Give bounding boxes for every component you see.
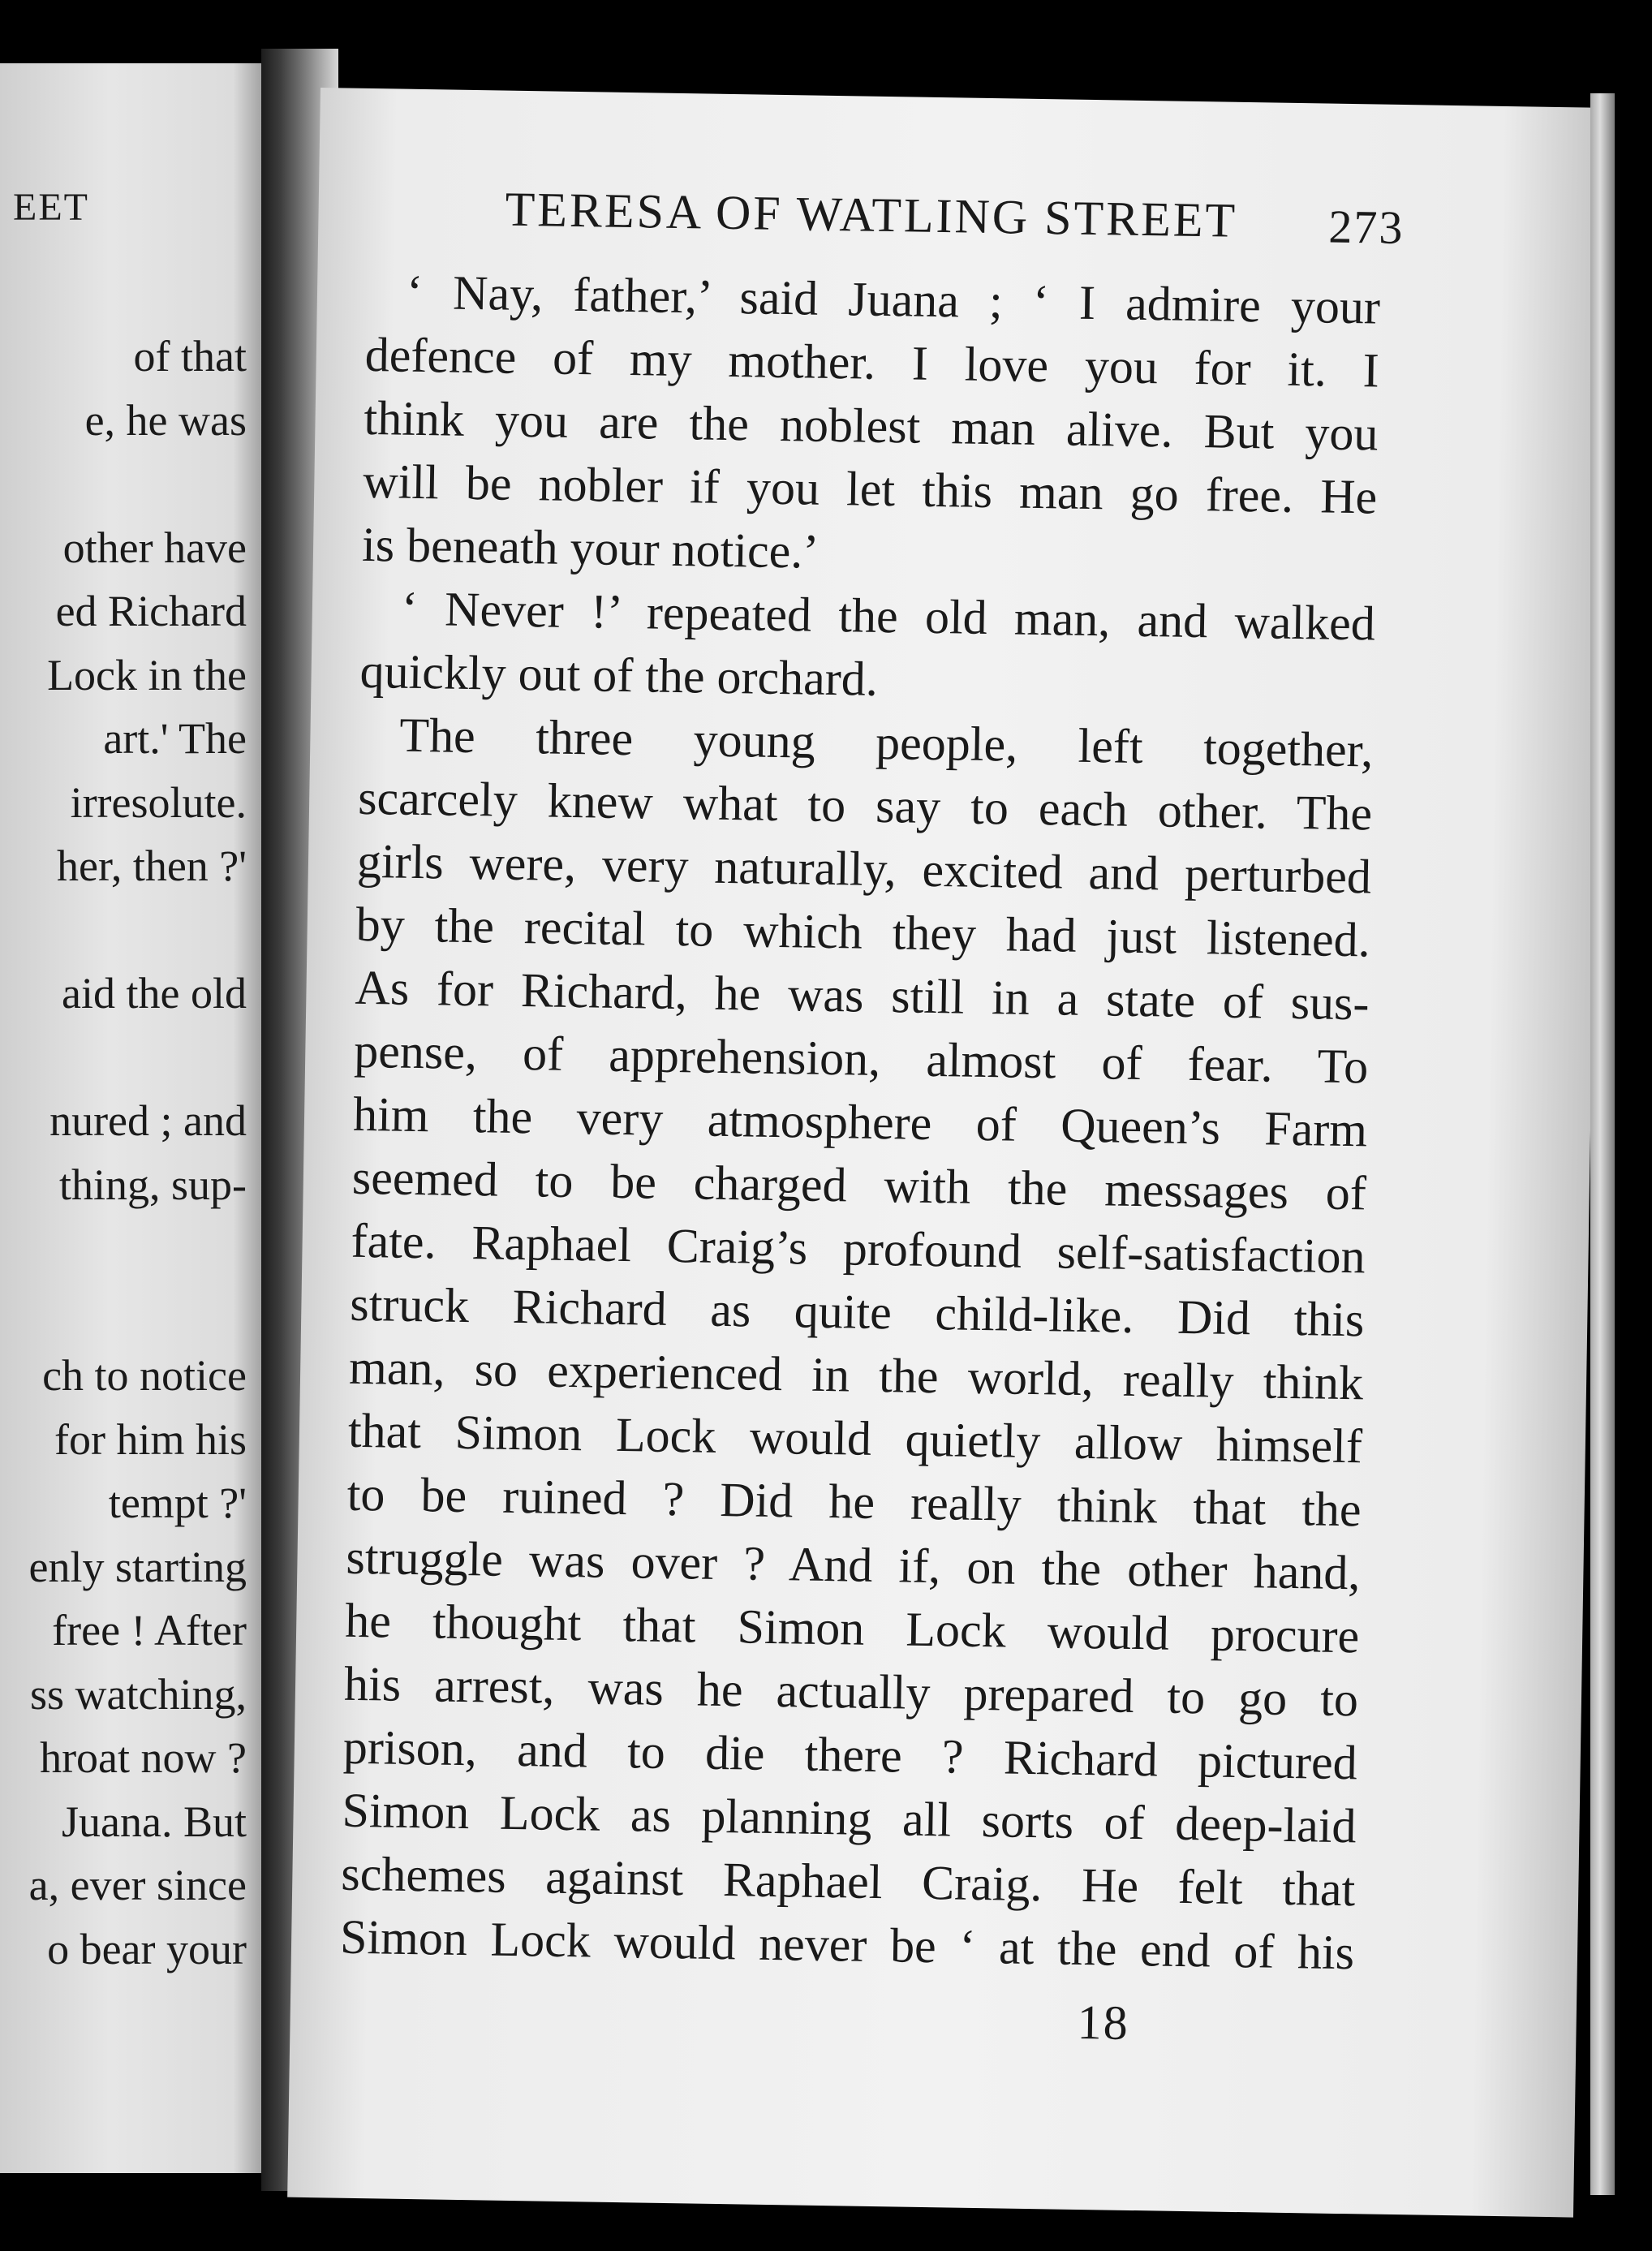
left-text-line: tempt ?' — [108, 1478, 247, 1527]
text-line: think you are the noblest man alive. But you — [364, 390, 1379, 461]
text-line: by the recital to which they had just listened. — [355, 897, 1371, 967]
text-line: schemes against Raphael Craig. He felt that — [340, 1846, 1356, 1917]
text-line: scarcely knew what to say to each other. The — [357, 770, 1373, 841]
left-text-line: ch to notice — [42, 1351, 247, 1400]
text-line: will be nobler if you let this man go free. He — [362, 454, 1378, 524]
left-text-line: ss watching, — [30, 1669, 247, 1719]
left-text-line: her, then ?' — [57, 841, 247, 890]
text-line: Simon Lock as planning all sorts of deep-laid — [342, 1783, 1357, 1853]
text-line: to be ruined ? Did he really think that the — [346, 1466, 1362, 1537]
left-text-line: a, ever since — [28, 1861, 247, 1909]
text-line: his arrest, was he actually prepared to go to — [343, 1656, 1359, 1727]
text-line: seemed to be charged with the messages of — [351, 1150, 1367, 1220]
text-line: quickly out of the orchard. — [359, 643, 879, 706]
left-text-line: irresolute. — [70, 777, 247, 827]
text-line: is beneath your notice.’ — [361, 517, 820, 579]
text-line: man, so experienced in the world, really think — [348, 1340, 1364, 1410]
left-text-line: free ! After — [52, 1606, 247, 1655]
page-edge — [1590, 93, 1615, 2195]
left-text-line: nured ; and — [49, 1096, 247, 1145]
running-head: TERESA OF WATLING STREET — [505, 182, 1238, 247]
text-line: that Simon Lock would quietly allow himself — [347, 1403, 1363, 1474]
text-line: defence of my mother. I love you for it. I — [364, 327, 1380, 398]
text-line: ‘ Never !’ repeated the old man, and walked — [401, 581, 1376, 651]
text-line: pense, of apprehension, almost of fear. To — [353, 1023, 1369, 1094]
left-text-line: aid the old — [62, 969, 247, 1018]
text-line: prison, and to die there ? Richard pictured — [342, 1719, 1358, 1790]
text-line: As for Richard, he was still in a state of sus- — [355, 960, 1370, 1031]
page-number: 273 — [1327, 200, 1405, 254]
left-text-line: o bear your — [47, 1924, 247, 1973]
left-text-line: hroat now ? — [40, 1733, 247, 1782]
left-text-line: of that — [133, 332, 247, 381]
left-text-line: other have — [62, 523, 247, 572]
left-text-line: ed Richard — [55, 587, 247, 635]
text-line: struck Richard as quite child-like. Did this — [349, 1276, 1365, 1347]
left-text-line: for him his — [54, 1414, 247, 1464]
text-line: he thought that Simon Lock would procure — [344, 1593, 1360, 1664]
text-line: fate. Raphael Craig’s profound self-satisfaction — [351, 1213, 1366, 1284]
right-page — [287, 88, 1607, 2218]
left-text-line: e, he was — [84, 395, 247, 445]
left-text-line: thing, sup- — [58, 1160, 247, 1209]
text-line: ‘ Nay, father,’ said Juana ; ‘ I admire your — [406, 265, 1381, 334]
signature-mark: 18 — [1077, 1995, 1130, 2050]
left-running-head: EET — [13, 186, 89, 229]
left-text-line: enly starting — [28, 1542, 247, 1591]
left-text-line: Juana. But — [62, 1797, 247, 1846]
text-line: struggle was over ? And if, on the other hand, — [346, 1530, 1361, 1600]
left-text-line: art.' The — [103, 714, 247, 763]
text-line: Simon Lock would never be ‘ at the end of his — [339, 1909, 1355, 1980]
text-line: him the very atmosphere of Queen’s Farm — [352, 1087, 1368, 1157]
left-text-line: Lock in the — [47, 650, 247, 699]
left-page — [0, 63, 274, 2173]
text-line: girls were, very naturally, excited and perturbed — [356, 833, 1372, 904]
text-line: The three young people, left together, — [398, 708, 1374, 777]
